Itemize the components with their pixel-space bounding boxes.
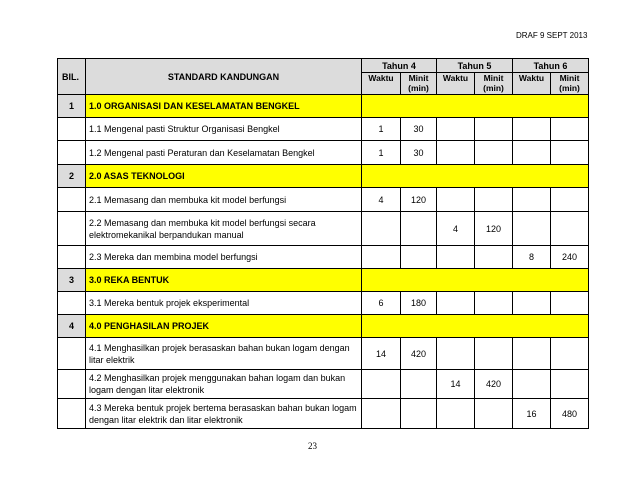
waktu-cell xyxy=(437,246,475,269)
standard-item: 1.1 Mengenal pasti Struktur Organisasi Bengkel xyxy=(86,118,362,141)
col-header-year-4: Tahun 4 xyxy=(362,59,437,73)
minit-cell: 480 xyxy=(551,399,589,429)
waktu-cell: 4 xyxy=(362,188,401,212)
waktu-cell xyxy=(437,338,475,370)
waktu-cell xyxy=(437,118,475,141)
section-title: 3.0 REKA BENTUK xyxy=(86,269,362,292)
waktu-cell xyxy=(437,399,475,429)
bil-cell xyxy=(58,246,86,269)
col-header-minit: Minit (min) xyxy=(401,73,437,95)
minit-cell xyxy=(551,141,589,165)
minit-cell xyxy=(551,188,589,212)
col-header-year-5: Tahun 5 xyxy=(437,59,513,73)
waktu-cell: 8 xyxy=(513,246,551,269)
section-row xyxy=(58,95,589,118)
standard-item: 2.2 Memasang dan membuka kit model berfungsi secara elektromekanikal berpandukan manual xyxy=(86,212,362,246)
minit-cell xyxy=(475,399,513,429)
minit-cell: 120 xyxy=(401,188,437,212)
waktu-cell xyxy=(513,212,551,246)
section-number: 3 xyxy=(58,269,86,292)
bil-cell xyxy=(58,399,86,429)
waktu-cell xyxy=(513,141,551,165)
col-header-waktu: Waktu xyxy=(513,73,551,95)
bil-cell xyxy=(58,212,86,246)
table-row xyxy=(58,212,589,246)
bil-cell xyxy=(58,141,86,165)
section-title: 1.0 ORGANISASI DAN KESELAMATAN BENGKEL xyxy=(86,95,362,118)
section-row xyxy=(58,269,589,292)
col-header-waktu: Waktu xyxy=(362,73,401,95)
minit-cell xyxy=(401,370,437,399)
standard-item: 2.1 Memasang dan membuka kit model berfungsi xyxy=(86,188,362,212)
waktu-cell xyxy=(437,188,475,212)
section-number: 2 xyxy=(58,165,86,188)
table-row xyxy=(58,370,589,399)
table-row xyxy=(58,141,589,165)
standard-item: 4.2 Menghasilkan projek menggunakan bahan logam dan bukan logam dengan litar elektronik xyxy=(86,370,362,399)
bil-cell xyxy=(58,338,86,370)
bil-cell xyxy=(58,118,86,141)
page-number: 23 xyxy=(308,441,317,451)
section-number: 1 xyxy=(58,95,86,118)
table-row xyxy=(58,292,589,315)
minit-cell xyxy=(475,246,513,269)
minit-cell xyxy=(551,338,589,370)
minit-cell xyxy=(475,118,513,141)
section-title: 2.0 ASAS TEKNOLOGI xyxy=(86,165,362,188)
col-header-waktu: Waktu xyxy=(437,73,475,95)
section-fill xyxy=(362,95,589,118)
waktu-cell: 1 xyxy=(362,141,401,165)
minit-cell xyxy=(475,292,513,315)
standard-item: 2.3 Mereka dan membina model berfungsi xyxy=(86,246,362,269)
bil-cell xyxy=(58,188,86,212)
waktu-cell xyxy=(437,292,475,315)
standard-item: 3.1 Mereka bentuk projek eksperimental xyxy=(86,292,362,315)
waktu-cell: 4 xyxy=(437,212,475,246)
minit-cell: 120 xyxy=(475,212,513,246)
waktu-cell xyxy=(513,188,551,212)
waktu-cell: 6 xyxy=(362,292,401,315)
curriculum-table xyxy=(57,58,589,429)
col-header-bil: BIL. xyxy=(58,59,86,95)
waktu-cell xyxy=(362,370,401,399)
col-header-minit: Minit (min) xyxy=(475,73,513,95)
waktu-cell xyxy=(513,338,551,370)
waktu-cell: 1 xyxy=(362,118,401,141)
table-row xyxy=(58,188,589,212)
standard-item: 1.2 Mengenal pasti Peraturan dan Keselamatan Bengkel xyxy=(86,141,362,165)
waktu-cell xyxy=(437,141,475,165)
minit-cell: 30 xyxy=(401,118,437,141)
section-row xyxy=(58,165,589,188)
waktu-cell: 16 xyxy=(513,399,551,429)
waktu-cell xyxy=(513,118,551,141)
section-fill xyxy=(362,315,589,338)
bil-cell xyxy=(58,370,86,399)
standard-item: 4.1 Menghasilkan projek berasaskan bahan bukan logam dengan litar elektrik xyxy=(86,338,362,370)
col-header-minit: Minit (min) xyxy=(551,73,589,95)
minit-cell xyxy=(551,118,589,141)
minit-cell: 30 xyxy=(401,141,437,165)
minit-cell: 180 xyxy=(401,292,437,315)
minit-cell xyxy=(475,141,513,165)
minit-cell xyxy=(551,212,589,246)
table-row xyxy=(58,246,589,269)
section-fill xyxy=(362,165,589,188)
col-header-standard: STANDARD KANDUNGAN xyxy=(86,59,362,95)
waktu-cell xyxy=(362,399,401,429)
waktu-cell xyxy=(513,292,551,315)
minit-cell xyxy=(401,246,437,269)
table-row xyxy=(58,338,589,370)
minit-cell: 420 xyxy=(401,338,437,370)
minit-cell: 240 xyxy=(551,246,589,269)
table-body xyxy=(58,95,589,429)
table-row xyxy=(58,399,589,429)
section-row xyxy=(58,315,589,338)
minit-cell xyxy=(401,399,437,429)
section-fill xyxy=(362,269,589,292)
section-number: 4 xyxy=(58,315,86,338)
minit-cell: 420 xyxy=(475,370,513,399)
minit-cell xyxy=(475,338,513,370)
minit-cell xyxy=(551,292,589,315)
standard-item: 4.3 Mereka bentuk projek bertema berasaskan bahan bukan logam dengan litar elektrik dan litar elektronik xyxy=(86,399,362,429)
waktu-cell: 14 xyxy=(362,338,401,370)
minit-cell xyxy=(475,188,513,212)
minit-cell xyxy=(551,370,589,399)
waktu-cell: 14 xyxy=(437,370,475,399)
draft-label: DRAF 9 SEPT 2013 xyxy=(516,31,588,40)
section-title: 4.0 PENGHASILAN PROJEK xyxy=(86,315,362,338)
col-header-year-6: Tahun 6 xyxy=(513,59,589,73)
waktu-cell xyxy=(362,246,401,269)
table-row xyxy=(58,118,589,141)
bil-cell xyxy=(58,292,86,315)
waktu-cell xyxy=(513,370,551,399)
minit-cell xyxy=(401,212,437,246)
waktu-cell xyxy=(362,212,401,246)
